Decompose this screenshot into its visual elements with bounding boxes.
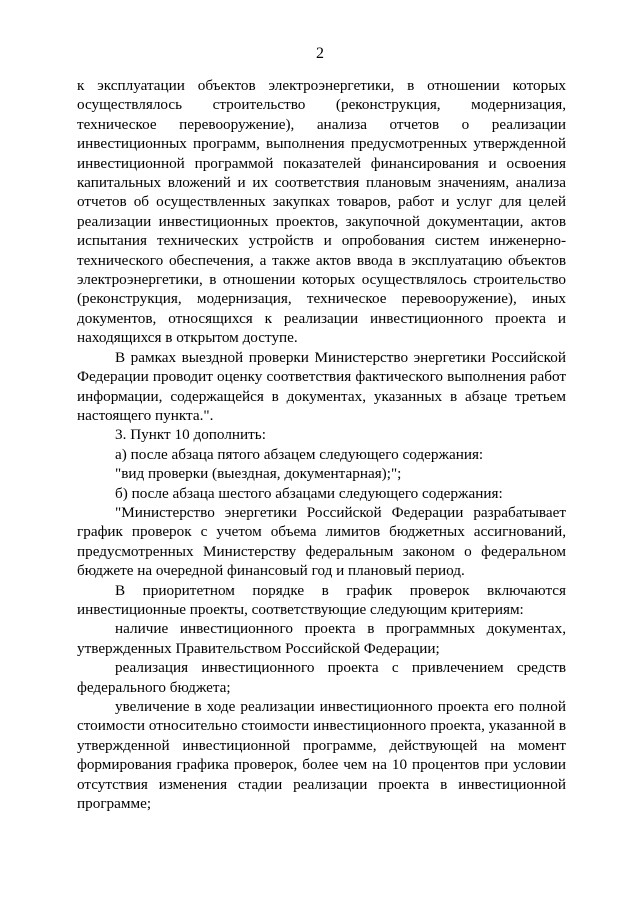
- paragraph-criterion-1: наличие инвестиционного проекта в программных документах, утвержденных Правительством Российской Федерации;: [77, 620, 566, 657]
- paragraph-item-3: 3. Пункт 10 дополнить:: [115, 426, 266, 444]
- paragraph-criterion-3: увеличение в ходе реализации инвестиционного проекта его полной стоимости относительно стоимости инвестиционного проекта, указанной в утвержденной инвестиционной программе, действующей на момент формирования графика проверок, более чем на 10 процентов при условии отсутствия изменения стадии реализации проекта в инвестиционной программе;: [77, 698, 566, 813]
- paragraph-priority: В приоритетном порядке в график проверок включаются инвестиционные проекты, соответствующие следующим критериям:: [77, 581, 566, 618]
- paragraph-criterion-2: реализация инвестиционного проекта с привлечением средств федерального бюджета;: [77, 659, 566, 696]
- paragraph-subitem-a: а) после абзаца пятого абзацем следующего содержания:: [115, 445, 484, 463]
- paragraph-onsite-inspection: В рамках выездной проверки Министерство энергетики Российской Федерации проводит оценку соответствия фактического выполнения работ информации, содержащейся в документах, указанных в абзаце третьем настоящего пункта.".: [77, 348, 566, 424]
- paragraph-continuation: к эксплуатации объектов электроэнергетики, в отношении которых осуществлялось строительство (реконструкция, модернизация, техническое перевооружение), анализа отчетов о реализации инвестиционных программ, выполнения предусмотренных утвержденной инвестиционной программой показателей финансирования и освоения капитальных вложений и их соответствия плановым значениям, анализа отчетов об осуществленных закупках товаров, работ и услуг для целей реализации инвестиционных проектов, закупочной документации, актов испытания технических устройств и опробования систем инженерно-технического обеспечения, а также актов ввода в эксплуатацию объектов электроэнергетики, в отношении которых осуществлялось строительство (реконструкция, модернизация, техническое перевооружение), иных документов, относящихся к реализации инвестиционного проекта и находящихся в открытом доступе.: [77, 77, 566, 347]
- page-number: 2: [316, 45, 324, 62]
- paragraph-schedule: "Министерство энергетики Российской Федерации разрабатывает график проверок с учетом объема лимитов бюджетных ассигнований, предусмотренных Министерству федеральным законом о федеральном бюджете на очередной финансовый год и плановый период.: [77, 503, 566, 580]
- paragraph-inspection-type: "вид проверки (выездная, документарная);";: [115, 465, 402, 483]
- document-body: [77, 76, 566, 813]
- paragraph-subitem-b: б) после абзаца шестого абзацами следующего содержания:: [115, 484, 503, 502]
